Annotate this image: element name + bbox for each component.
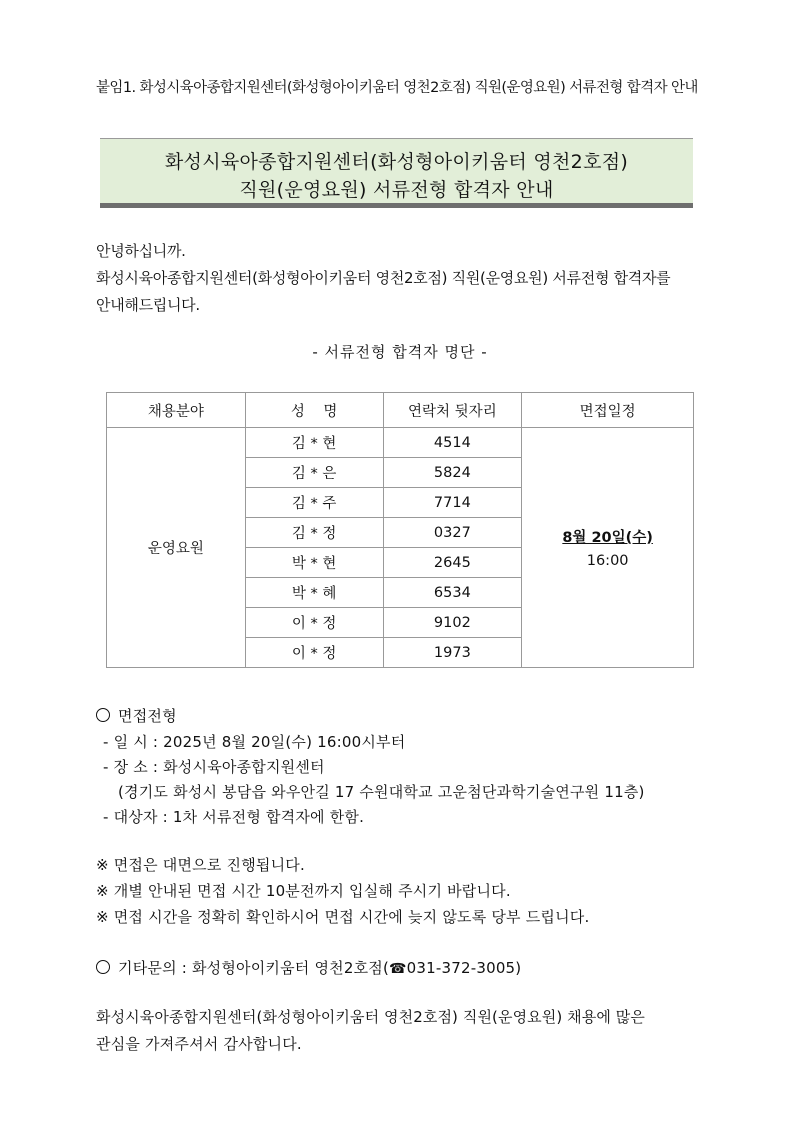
interview-time: 16:00 xyxy=(586,553,629,569)
phone-cell: 0327 xyxy=(383,518,522,548)
intro-body-line1: 화성시육아종합지원센터(화성형아이키움터 영천2호점) 직원(운영요원) 서류전형 합격자를 xyxy=(96,269,671,287)
header-schedule: 면접일정 xyxy=(522,393,694,428)
contact-row xyxy=(96,957,521,978)
attachment-line: 붙임1. 화성시육아종합지원센터(화성형아이키움터 영천2호점) 직원(운영요원) 서류전형 합격자 안내 xyxy=(96,80,698,96)
interview-address: (경기도 화성시 봉담읍 와우안길 17 수원대학교 고운첨단과학기술연구원 11층) xyxy=(118,783,645,801)
schedule-cell xyxy=(522,428,694,668)
phone-cell: 2645 xyxy=(383,548,522,578)
interview-heading: 면접전형 xyxy=(118,707,177,725)
document-title-line2: 직원(운영요원) 서류전형 합격자 안내 xyxy=(239,179,554,201)
phone-cell: 7714 xyxy=(383,488,522,518)
table-row xyxy=(107,428,694,458)
document-title-box xyxy=(100,138,693,208)
field-cell: 운영요원 xyxy=(107,428,246,668)
list-title: - 서류전형 합격자 명단 - xyxy=(312,343,488,361)
interview-target: - 대상자 : 1차 서류전형 합격자에 한함. xyxy=(103,808,365,826)
table-header-row xyxy=(107,393,694,428)
header-name: 성 명 xyxy=(245,393,383,428)
name-cell: 이 * 정 xyxy=(245,638,383,668)
applicant-table xyxy=(106,392,694,668)
name-cell: 이 * 정 xyxy=(245,608,383,638)
circle-bullet-icon xyxy=(96,960,110,974)
interview-heading-row xyxy=(96,705,177,726)
phone-cell: 6534 xyxy=(383,578,522,608)
header-field: 채용분야 xyxy=(107,393,246,428)
name-cell: 김 * 정 xyxy=(245,518,383,548)
document-title-line1: 화성시육아종합지원센터(화성형아이키움터 영천2호점) xyxy=(164,151,629,173)
interview-datetime: - 일 시 : 2025년 8월 20일(수) 16:00시부터 xyxy=(103,733,406,751)
contact-label: 기타문의 : 화성형아이키움터 영천2호점( xyxy=(118,959,389,977)
name-cell: 김 * 현 xyxy=(245,428,383,458)
contact-phone: 031-372-3005) xyxy=(406,959,522,977)
note-item: ※ 면접은 대면으로 진행됩니다. xyxy=(96,856,305,874)
name-cell: 김 * 은 xyxy=(245,458,383,488)
closing-line2: 관심을 가져주셔서 감사합니다. xyxy=(96,1035,302,1053)
phone-cell: 1973 xyxy=(383,638,522,668)
phone-cell: 4514 xyxy=(383,428,522,458)
telephone-icon: ☎ xyxy=(389,961,407,977)
name-cell: 박 * 현 xyxy=(245,548,383,578)
closing-line1: 화성시육아종합지원센터(화성형아이키움터 영천2호점) 직원(운영요원) 채용에 많은 xyxy=(96,1008,645,1026)
name-cell: 박 * 혜 xyxy=(245,578,383,608)
circle-bullet-icon xyxy=(96,708,110,722)
phone-cell: 9102 xyxy=(383,608,522,638)
phone-cell: 5824 xyxy=(383,458,522,488)
intro-body-line2: 안내해드립니다. xyxy=(96,296,200,314)
interview-date: 8월 20일(수) xyxy=(562,530,653,546)
note-item: ※ 개별 안내된 면접 시간 10분전까지 입실해 주시기 바랍니다. xyxy=(96,882,511,900)
header-phone: 연락처 뒷자리 xyxy=(383,393,522,428)
interview-place: - 장 소 : 화성시육아종합지원센터 xyxy=(103,758,325,776)
intro-greeting: 안녕하십니까. xyxy=(96,242,186,260)
note-item: ※ 면접 시간을 정확히 확인하시어 면접 시간에 늦지 않도록 당부 드립니다. xyxy=(96,908,590,926)
name-cell: 김 * 주 xyxy=(245,488,383,518)
